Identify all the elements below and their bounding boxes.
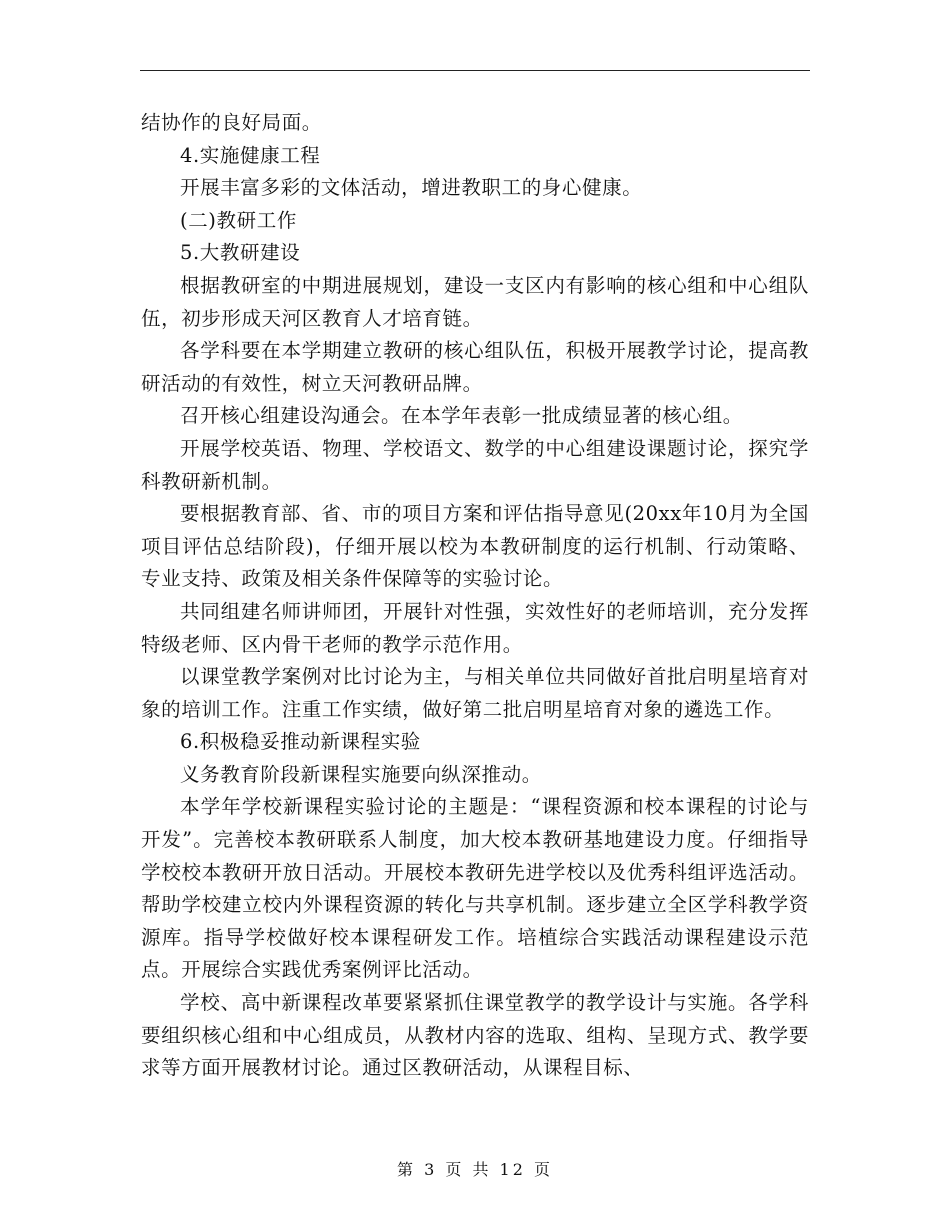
paragraph-9: 要根据教育部、省、市的项目方案和评估指导意见(20xx年10月为全国项目评估总结阶段)，仔细开展以校为本教研制度的运行机制、行动策略、专业支持、政策及相关条件保障等的实验讨论。 xyxy=(141,502,809,591)
paragraph-5: 根据教研室的中期进展规划，建设一支区内有影响的核心组和中心组队伍，初步形成天河区教育人才培育链。 xyxy=(141,273,809,330)
header-rule xyxy=(140,70,810,71)
paragraph-1: 4.实施健康工程 xyxy=(180,143,321,167)
paragraph-0: 结协作的良好局面。 xyxy=(141,111,322,134)
paragraph-7: 召开核心组建设沟通会。在本学年表彰一批成绩显著的核心组。 xyxy=(180,404,743,428)
page-footer: 第 3 页 共 12 页 xyxy=(397,1160,553,1179)
paragraph-10: 共同组建名师讲师团，开展针对性强，实效性好的老师培训，充分发挥特级老师、区内骨干老师的教学示范作用。 xyxy=(141,599,809,656)
paragraph-3: (二)教研工作 xyxy=(180,208,297,232)
paragraph-14: 本学年学校新课程实验讨论的主题是：“课程资源和校本课程的讨论与开发”。完善校本教研联系人制度，加大校本教研基地建设力度。仔细指导学校校本教研开放日活动。开展校本教研先进学校以及优秀科组评选活动。帮助学校建立校内外课程资源的转化与共享机制。逐步建立全区学科教学资源库。指导学校做好校本课程研发工作。培植综合实践活动课程建设示范点。开展综合实践优秀案例评比活动。 xyxy=(141,795,809,982)
paragraph-4: 5.大教研建设 xyxy=(180,241,301,265)
document-body xyxy=(141,107,809,1085)
paragraph-15: 学校、高中新课程改革要紧紧抓住课堂教学的教学设计与实施。各学科要组织核心组和中心组成员，从教材内容的选取、组构、呈现方式、教学要求等方面开展教材讨论。通过区教研活动，从课程目标、 xyxy=(141,991,809,1080)
paragraph-8: 开展学校英语、物理、学校语文、数学的中心组建设课题讨论，探究学科教研新机制。 xyxy=(141,436,809,493)
paragraph-6: 各学科要在本学期建立教研的核心组队伍，积极开展教学讨论，提高教研活动的有效性，树立天河教研品牌。 xyxy=(141,339,809,395)
paragraph-2: 开展丰富多彩的文体活动，增进教职工的身心健康。 xyxy=(180,176,643,200)
paragraph-12: 6.积极稳妥推动新课程实验 xyxy=(180,730,421,754)
paragraph-11: 以课堂教学案例对比讨论为主，与相关单位共同做好首批启明星培育对象的培训工作。注重工作实绩，做好第二批启明星培育对象的遴选工作。 xyxy=(141,665,809,721)
paragraph-13: 义务教育阶段新课程实施要向纵深推动。 xyxy=(180,762,542,786)
